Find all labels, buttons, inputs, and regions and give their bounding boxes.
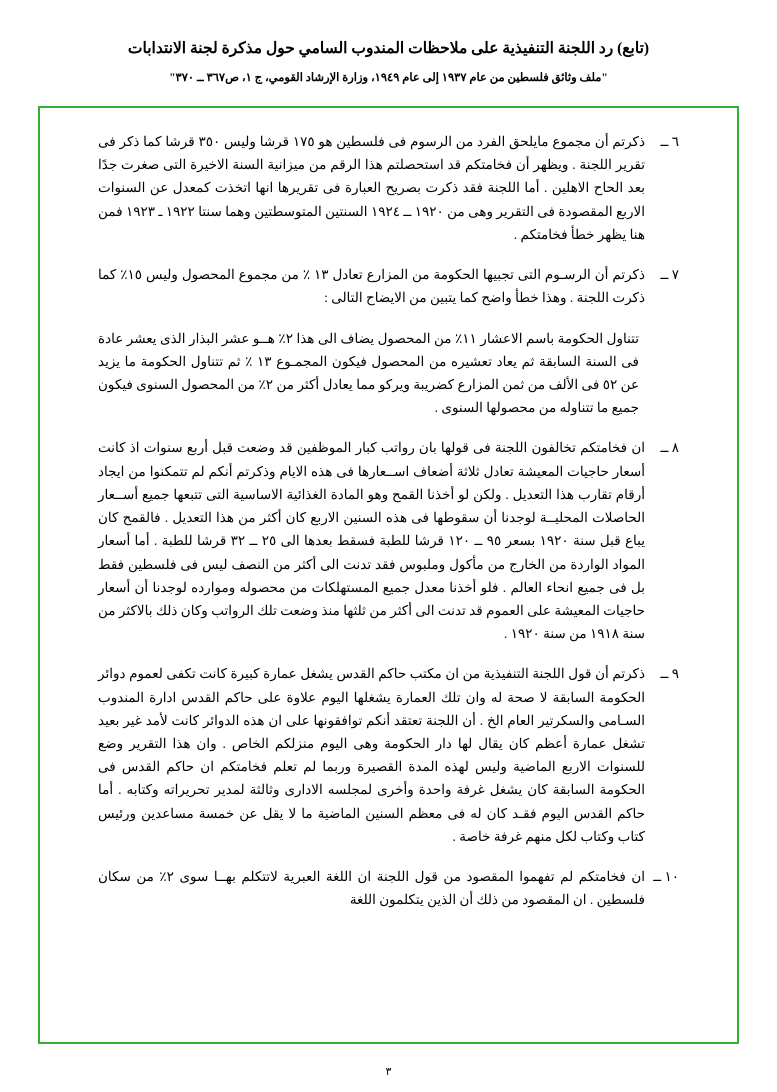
- paragraph-text: ذكرتم أن مجموع مايلحق الفرد من الرسوم فى فلسطين هو ١٧٥ قرشا وليس ٣٥٠ قرشا كما ذكر فى تقرير اللجنة . ويظهر أن فخامتكم قد استحصلتم هذا الرقم من ميزانية السنة الاخيرة التى صغرت جدًا بعد الحاح الاهلين . أما اللجنة فقد ذكرت بصريح العبارة فى تقريرها انها اتخذت كمعدل عن السنوات الاربع المقصودة فى التقرير وهى من ١٩٢٠ ــ ١٩٢٤ السنتين المتوسطتين وهما سنتا ١٩٢٢ ـ ١٩٢٣ فمن هنا يظهر خطأ فخامتكم .: [98, 134, 646, 242]
- numbered-paragraph: [98, 865, 679, 911]
- document-header: [0, 0, 777, 86]
- paragraph-marker: ٦ ــ: [660, 134, 679, 149]
- explanatory-paragraph: تتناول الحكومة باسم الاعشار ١١٪ من المحصول يضاف الى هذا ٢٪ هــو عشر البذار الذى يعشر عادة فى السنة السابقة ثم يعاد تعشيره من المحصول فيكون المجمـوع ١٣ ٪ ثم تتناول الحكومة ما يزيد عن ٥٢ فى الألف من ثمن المزارع كضريبة ويركو مما يعادل أكثر من ٢٪ من المحصول السنوى فيكون جميع ما تتناوله من محصولها السنوى .: [98, 330, 640, 416]
- paragraph-marker: ٨ ــ: [660, 440, 679, 456]
- content-frame: [38, 106, 739, 1044]
- page-title: (تابع) رد اللجنة التنفيذية على ملاحظات المندوب السامي حول مذكرة لجنة الانتدابات: [127, 40, 650, 57]
- paragraph-text: ذكرتم أن الرسـوم التى تجبيها الحكومة من المزارع تعادل ١٣ ٪ من مجموع المحصول وليس ١٥٪ كما ذكرت اللجنة . وهذا خطأ واضح كما يتبين من الايضاح التالى :: [98, 267, 645, 306]
- numbered-paragraph: [98, 130, 679, 246]
- paragraph-marker: ١٠ ــ: [653, 869, 679, 885]
- paragraph-marker: ٧ ــ: [660, 267, 679, 283]
- paragraph-text: ان فخامتكم لم تفهموا المقصود من قول اللجنة ان اللغة العبرية لاتتكلم بهــا سوى ٢٪ من سكان فلسطين . ان المقصود من ذلك أن الذين يتكلمون اللغة: [98, 869, 645, 908]
- numbered-paragraph: [98, 263, 679, 309]
- document-source-note: "ملف وثائق فلسطين من عام ١٩٣٧ إلى عام ١٩٤٩، وزارة الإرشاد القومي، ج ١، ص٣٦٧ ــ ٣٧٠": [169, 71, 608, 84]
- paragraph-text: ان فخامتكم تخالفون اللجنة فى قولها بان رواتب كبار الموظفين قد وضعت قبل أربع سنوات اذ كانت أسعار حاجيات المعيشة تعادل ثلاثة أضعاف اســعارها فى هذه الايام وذكرتم أنكم لم تتمكنوا من ايجاد أرقام تقارب هذا التعديل . ولكن لو أخذنا القمح وهو المادة الغذائية الاساسية التى تتبعها جميع أســعار الحاصلات المحليــة لوجدنا أن سقوطها فى هذه السنين الاربع كان أكثر من هذا التعديل . فالقمح كان يباع قبل سنة ١٩٢٠ بسعر ٩٥ ــ ١٢٠ قرشا للطبة فسقط بعدها الى ٢٥ ــ ٣٢ قرشا للطبة . أما أسعار المواد الواردة من الخارج من مأكول وملبوس فقد تدنت الى أكثر من النصف ليس فى فلسطين فقط بل فى جميع انحاء العالم . فلو أخذنا معدل جميع المستهلكات من محصوله وموارده لوجدنا أن أسعار حاجيات المعيشة على العموم قد تدنت الى أكثر من ثلثها منذ وضعت تلك الرواتب وكان ذلك بالاكثر من سنة ١٩١٨ من سنة ١٩٢٠ .: [98, 440, 645, 642]
- numbered-paragraph: [98, 662, 679, 848]
- paragraph-text: ذكرتم أن قول اللجنة التنفيذية من ان مكتب حاكم القدس يشغل عمارة كبيرة كانت تكفى لعموم دوائر الحكومة السابقة لا صحة له وان تلك العمارة يشغلها اليوم علاوة على حاكم القدس ادارة المندوب السـامى والسكرتير العام الخ . أن اللجنة تعتقد أنكم توافقونها على ان هذه الدوائر كانت لأمد غير بعيد تشغل عمارة أعظم كان يقال لها دار الحكومة وهى اليوم منزلكم الخاص . وان هذا التقرير وضع للسنوات الاربع الماضية وليس لهذه المدة القصيرة وربما لم تعلم فخامتكم ان حاكم القدس فى الحكومة السابقة كان يشغل غرفة واحدة وأخرى لمجلسه الادارى وثالثة لمدير تحريراته وكتابه . أما حاكم القدس اليوم فقـد كان له فى معظم السنين الماضية ما لا يقل عن خمسة مساعدين ورئيس كتاب وكتاب لكل منهم غرفة خاصة .: [98, 666, 645, 844]
- page-number: ٣: [385, 1066, 392, 1078]
- numbered-paragraph: [98, 436, 679, 645]
- content-body: [40, 108, 737, 1042]
- paragraph-marker: ٩ ــ: [660, 666, 679, 682]
